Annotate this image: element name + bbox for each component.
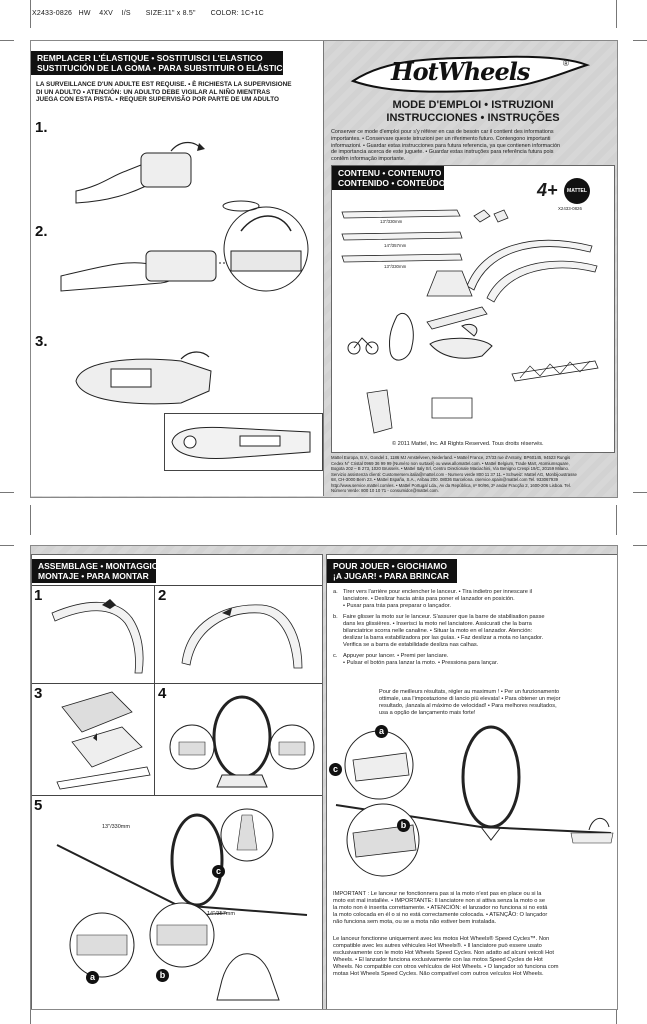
assembly-step-1-illustration (47, 593, 152, 678)
contents-header: CONTENU • CONTENUTO CONTENIDO • CONTEÚDO (332, 166, 444, 190)
crop-mark (30, 505, 31, 535)
assembly-callout-c: c (212, 865, 225, 878)
assembly-step-2-illustration (172, 593, 312, 678)
assembly-step-1: 1 (34, 587, 43, 604)
mode-title: MODE D'EMPLOI • ISTRUZIONI INSTRUCCIONES • INSTRUÇÕES (386, 99, 560, 124)
registered-mark: ® (563, 59, 569, 68)
replace-panel (31, 41, 324, 496)
assembly-step-2: 2 (158, 587, 167, 604)
contents-box (331, 165, 615, 453)
crop-mark (616, 505, 617, 535)
assembly-header: ASSEMBLAGE • MONTAGGIO MONTAJE • PARA MONTAR (32, 559, 156, 583)
crop-mark (30, 0, 31, 28)
assembly-callout-b: b (156, 969, 169, 982)
adult-warning: LA SURVEILLANCE D'UN ADULTE EST REQUISE. • È RICHIESTA LA SUPERVISIONE DI UN ADULTO • ATENCIÓN: UN ADULTO DEBE VIGILAR AL NIÑO MIENTRAS JUEGA CON ESTA PISTA. • REQUER SUPERVISÃO POR PARTE DE UM ADULTO (36, 81, 292, 104)
mode-intro: Conserver ce mode d'emploi pour s'y référer en cas de besoin car il contient des informations importantes. • Conservare queste istruzioni per un riferimento futuro. Contengono importanti informazioni. • Guardar estas instrucciones para futura referencia, ya que contienen información de importancia acerca de este juguete. • Guardar estas instruções para referência futura pois contêm informação importante. (331, 129, 561, 163)
play-scene-illustration (331, 715, 615, 885)
assembly-step-3-illustration (52, 687, 152, 791)
best-results-tip: Pour de meilleurs résultats, régler au maximum ! • Per un funzionamento ottimale, usa l'impostazione di lancio più elevata! • Para obtener un mejor resultado, ¡lanzala al máximo de velocidad! • Para melhores resultados, usa a opção de lançamento mais forte! (379, 689, 561, 716)
track-label-3: 13"/330mm (384, 264, 407, 269)
play-callout-b: b (397, 819, 410, 832)
assembly-step-4-illustration (167, 687, 317, 791)
crop-mark (616, 1008, 617, 1024)
track-label-1: 13"/330mm (380, 219, 403, 224)
play-callout-c: c (329, 763, 342, 776)
replace-step-2: 2. (35, 223, 48, 240)
assembly-callout-a: a (86, 971, 99, 984)
assembly-track-label-1: 13"/330mm (102, 824, 130, 830)
crop-mark (633, 545, 647, 546)
age-badge: 4+ (537, 180, 558, 200)
assembly-step-3: 3 (34, 685, 43, 702)
crop-mark (633, 40, 647, 41)
compatibility-note: Le lanceur fonctionne uniquement avec les motos Hot Wheels® Speed Cycles™. Non compatible avec les autres véhicules Hot Wheels®. • Il lanciatore può essere usato esclusivamente con le moto Hot Wheels Speed Cycles. Non adatto ad alcuni veicoli Hot Wheels. • El lanzador funciona exclusivamente con las motos Speed Cycles de Hot Wheels. No compatible con otros vehículos de Hot Wheels. • O lançador só funciona com motas Hot Wheels Speed Cycles. Não compatível com outros veículos Hot Wheels. (333, 936, 559, 977)
replace-detail-box (164, 413, 323, 471)
crop-mark (616, 0, 617, 28)
logo-text: HotWheels (391, 57, 530, 86)
loop-segment-piece (422, 302, 492, 332)
replace-step-2-illustration (51, 191, 321, 301)
play-step-b: b. Faire glisser la moto sur le lanceur. S'assurer que la barre de stabilisation passe dans les glissières. • Inserisci la moto nel lanciatore. Assicurati che la barra bilanciatrice scorra nelle canaline. • Situar la moto en el lanzador. Atención: deslizar la barra estabilizadora por las guías. • Faz deslizar a mota no lançador. Verifica se a barra de estabilidade desliza nas calhas. (333, 614, 545, 648)
instructions-panel (323, 41, 617, 497)
play-header: POUR JOUER • GIOCHIAMO ¡A JUGAR! • PARA BRINCAR (327, 559, 457, 583)
play-callout-a: a (375, 725, 388, 738)
play-steps (333, 589, 613, 671)
crop-mark (30, 1008, 31, 1024)
assembly-panel (31, 554, 323, 1010)
assembly-step-4: 4 (158, 685, 167, 702)
product-code: X2433-0826 (558, 206, 582, 211)
hotwheels-logo (351, 51, 591, 97)
assembly-step-5: 5 (34, 797, 43, 814)
print-info: X2433-0826 HW 4XV I/S SIZE:11" x 8.5" COLOR: 1C+1C (32, 10, 264, 17)
crop-mark (0, 545, 14, 546)
curved-track-pieces (462, 226, 602, 306)
track-label-2: 14"/357mm (384, 243, 407, 248)
crop-mark (633, 492, 647, 493)
replace-step-1: 1. (35, 119, 48, 136)
crop-mark (0, 492, 14, 493)
play-panel (326, 554, 618, 1010)
play-step-c: c. Appuyer pour lancer. • Premi per lanciare. • Pulsar el botón para lanzar la moto. • Pressiona para lançar. (333, 653, 499, 666)
replace-step-3-illustration (71, 341, 221, 411)
assembly-track-label-2: 14"/357mm (207, 911, 235, 917)
straight-track-pieces (342, 208, 472, 263)
copyright: © 2011 Mattel, Inc. All Rights Reserved. Tous droits réservés. (392, 441, 544, 447)
important-note: IMPORTANT : Le lanceur ne fonctionnera pas si la moto n'est pas en place ou si la moto est mal installée. • IMPORTANTE: Il lanciatore non si attiva senza la moto o se la moto non è inserita correttamente. • ATENCIÓN: el lanzador no funciona si no está la moto colocada en él o si no está correctamente colocada. • ATENÇÃO: O lançador não funciona sem mota, ou se a mota não estiver bem instalada. (333, 891, 548, 925)
track-stand-piece (422, 266, 482, 306)
crop-mark (0, 40, 14, 41)
launcher-detail-illustration (170, 420, 315, 464)
replace-header: REMPLACER L'ÉLASTIQUE • SOSTITUISCI L'ELASTICO SUSTITUCIÓN DE LA GOMA • PARA SUBSTITUIR O ELÁSTICO (31, 51, 283, 75)
play-step-a: a. Tirer vers l'arrière pour enclencher le lanceur. • Tira indietro per innescare il lanciatore. • Deslizar hacia atrás para poner el lanzador en posición. • Puxar para trás para preparar o lançador. (333, 589, 533, 609)
legal-addresses: Mattel Europa, B.V., Gondel 1, 1186 MJ Amstelveen, Nederland. • Mattel France, 27/33 rue d'Antony, BP60145, 94523 Rungis Cedex N° Cristal 0969 36 99 99 (Numéro non surtaxé) ou www.allomattel.com. • Mattel Belgium, Trade Mart, Atomiumsquare, Bogota 202 – B 273, 1020 Brussels. • Mattel Italy Srl, Centro Direzionale Maciachini, Via Benigno Crespi 19/C, 20159 Milano. Servizio assistenza clienti: Customerserv.italia@mattel.com - Numero verde 800 11 37 11. • Schweiz: Mattel AG, Monbijoustrasse 68, CH-3000 Bern 23. • Mattel España, S.A., Aribau 200. 08036 Barcelona. cservice.spain@mattel.com Tel. 933067939 http://www.service.mattel.com/es. • Mattel Portugal Lda., Av da República, nº 90/96, 2º andar Fracção 2, 1600-206 Lisboa. Tel. Número Verde: 800 10 10 71 - consumidor@mattel.com. (331, 455, 577, 493)
bottom-sheet (30, 545, 618, 1010)
top-sheet (30, 40, 618, 498)
mattel-logo: MATTEL (564, 178, 590, 204)
replace-step-3: 3. (35, 333, 48, 350)
truss-track-piece (510, 356, 600, 386)
launcher-base-pieces (362, 388, 482, 438)
connector-pieces (472, 206, 512, 226)
